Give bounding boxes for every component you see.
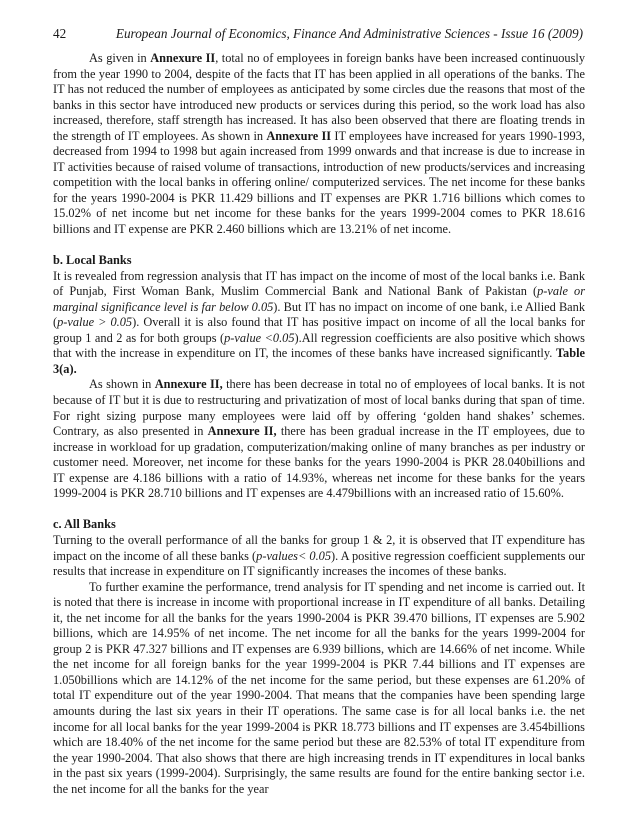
running-header [53,25,583,43]
page-number: 42 [53,26,67,41]
annexure-reference: Annexure II [266,128,332,143]
section-heading-all-banks: c. All Banks [53,517,116,532]
text-run: As given in [89,51,151,65]
table-reference: Table 3(a). [53,346,585,376]
italic-run: p-vale or marginal significance level is far below 0.05 [53,284,585,314]
journal-title: European Journal of Economics, Finance And Administrative Sciences - Issue 16 (2009) [115,26,583,41]
text-run: IT employees have increased for years 1990-1993, decreased from 1994 to 1998 but again increased from 1999 onwards and that increase is due to increase in IT activities because of raised volume of transactions, introduction of new products/services and increasing competition with the local banks in offering online/ computerized services. The net income for these banks for the years 1990-2004 is PKR 11.429 billions and IT expenses are PKR 1.716 billions which comes to 15.02% of net income but net income for these banks for the years 1999-2004 comes to PKR 18.616 billions and IT expense are PKR 2.460 billions which are 13.21% of net income. [53,128,585,237]
paragraph-all-banks-regression [53,533,585,580]
italic-run: p-value > 0.05 [57,315,133,330]
italic-run: p-value <0.05 [224,330,295,345]
text-run: ). A positive regression coefficient supplements our results that increase in expenditure on IT significantly increases the incomes of these banks. [53,548,585,579]
annexure-reference: Annexure II, [207,424,277,439]
section-heading-local-banks: b. Local Banks [53,253,132,268]
text-run: It is revealed from regression analysis that IT has impact on the income of most of the local banks i.e. Bank of Punjab, First Woman Bank, Muslim Commercial Bank and National Bank of Pakistan ( [53,268,585,299]
text-run: ). Overall it is also found that IT has positive impact on income of all the local banks for group 1 and 2 as for both groups ( [53,315,585,345]
paragraph-foreign-banks [53,51,585,238]
paragraph-local-banks-regression [53,269,585,378]
text-run: there has been gradual increase in the IT employees, due to increase in workload for up gradation, computerization/making online of many branches as per industry or customer need. Moreover, net income for these banks for the years 1990-2004 is PKR 28.040billions and IT expense are 4.186 billions with a ratio of 14.93%, whereas net income for these banks for the years 1999-2004 is PKR 28.710 billions and IT expenses are 4.479billions with an increased ratio of 15.60%. [53,424,585,501]
annexure-reference: Annexure II, [154,377,223,392]
annexure-reference: Annexure II [150,51,216,65]
italic-run: p-values< 0.05 [256,548,332,563]
text-run: As shown in [89,377,155,392]
article-body [53,51,585,797]
text-run: ). But IT has no impact on income of one bank, i.e Allied Bank ( [53,299,585,330]
text-run: , total no of employees in foreign banks have been increased continuously from the year 1990 to 2004, despite of the facts that IT has been applied in all operations of the banks. The IT has not reduced the number of employees as anticipated by some circles due the reasons that most of the banks in this sector have introduced new products or services during this period, so the work load has also increased, therefore, staff strength has increased. It has also been observed that there are floating trends in the strength of IT employees. As shown in [53,51,585,143]
paragraph-local-banks-employees [53,377,585,501]
text-run: ).All regression coefficients are also positive which shows that with the increase in expenditure on IT, the incomes of these banks have increased significantly. [53,330,585,361]
paragraph-all-banks-trend: To further examine the performance, trend analysis for IT spending and net income is carried out. It is noted that there is increase in income with proportional increase in IT expenditure of all banks. Detailing it, the net income for all the banks for the years 1990-2004 is PKR 39.470 billions, IT expenses are 5.902 billions, which are 14.95% of net income. The net income for all the banks for the years 1999-2004 for group 2 is PKR 47.327 billions and IT expenses are 6.939 billions, which are 14.66% of net income. While the net income for all foreign banks for the year 1999-2004 is PKR 7.44 billions and IT expenses are 1.050billions which are 14.12% of the net income for the same period, but these expenses are 61.20% of total IT expenditure out of the year 1990-2004. That means that the companies have been spending large amounts during the last six years in their IT operations. The same case is for all local banks i.e. the net income for all local banks for the year 1999-2004 is PKR 18.773 billions and IT expenses are 3.454billions which are 18.40% of the net income for the same period but these are 82.53% of total IT expenditure from the year 1990-2004. That also shows that there are high increasing trends in IT expenditures in local banks in the past six years (1999-2004). Surprisingly, the same results are found for the entire banking sector i.e. the net income for all the banks for the year [53,579,585,796]
text-run: Turning to the overall performance of all the banks for group 1 & 2, it is observed that IT expenditure has impact on the income of all these banks ( [53,532,585,563]
text-run: there has been decrease in total no of employees of local banks. It is not because of IT but it is due to restructuring and privatization of most of local banks during that span of time. For right sizing purpose many employees were laid off by offering ‘golden hand shakes’ schemes. Contrary, as also presented in [53,377,585,439]
